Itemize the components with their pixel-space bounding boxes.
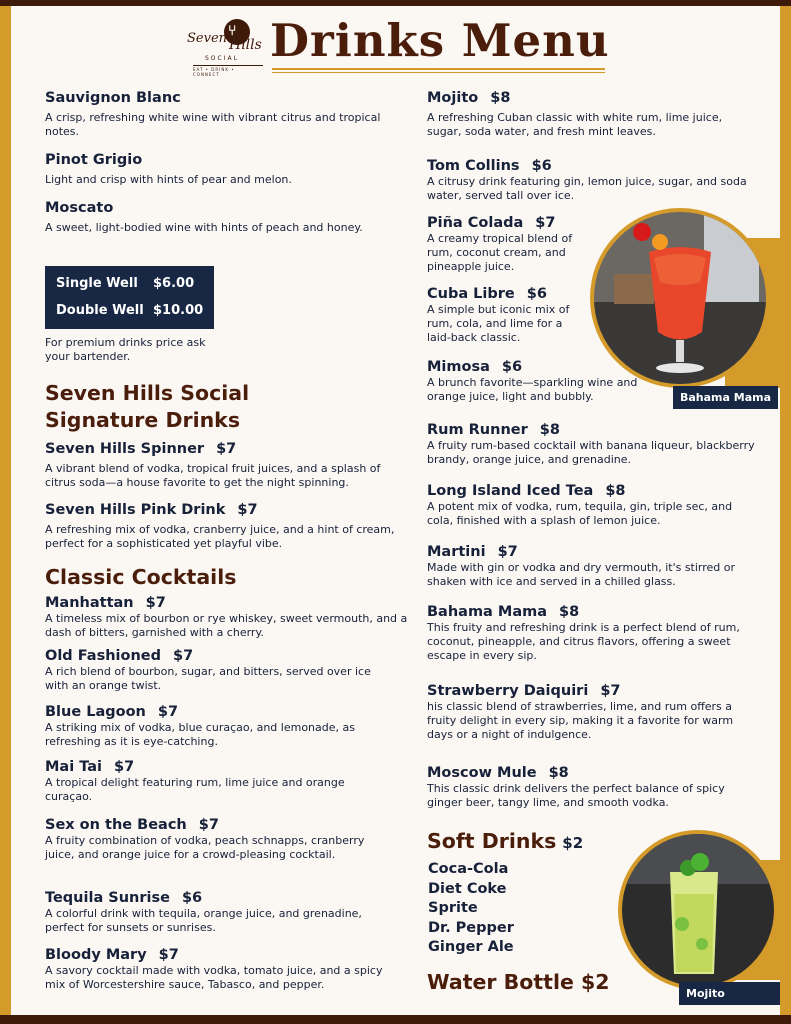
item-desc: A rich blend of bourbon, sugar, and bitters, served over ice with an orange twist. (45, 665, 371, 692)
item-price: $7 (145, 595, 166, 611)
soft-drink-item: Sprite (428, 900, 478, 917)
item-name: Old Fashioned (45, 648, 161, 664)
menu-item (45, 890, 400, 935)
signature-section-title: Seven Hills Social Signature Drinks (45, 381, 250, 432)
menu-item (45, 441, 405, 490)
classic-section-title: Classic Cocktails (45, 565, 237, 589)
menu-item (427, 215, 597, 274)
item-name: Rum Runner (427, 422, 528, 438)
item-name: Piña Colada (427, 215, 524, 231)
item-name-row (427, 158, 757, 174)
menu-item (427, 604, 762, 663)
item-desc: his classic blend of strawberries, lime, and rum offers a fruity delight in every sip, making it a favorite for warm days or a night of indulgence. (427, 700, 734, 741)
item-name: Tom Collins (427, 158, 520, 174)
item-desc: A creamy tropical blend of rum, coconut cream, and pineapple juice. (427, 232, 573, 273)
menu-item (427, 765, 762, 810)
menu-item (427, 286, 587, 345)
item-price: $7 (535, 215, 556, 231)
item-desc: A fruity rum-based cocktail with banana liqueur, blackberry brandy, orange juice, and grenadine. (427, 439, 755, 466)
logo-tagline: EAT • DRINK • CONNECT (193, 65, 263, 77)
bahama-mama-image (594, 212, 766, 384)
item-name-row (45, 648, 390, 664)
item-name-row (427, 286, 587, 302)
item-desc: A refreshing mix of vodka, cranberry juice, and a hint of cream, perfect for a sophisticated yet playful vibe. (45, 523, 395, 550)
item-price: $8 (490, 90, 511, 106)
soft-drinks-title (427, 829, 583, 853)
item-price: $7 (114, 759, 135, 775)
wine-item (45, 200, 365, 235)
wine-name: Sauvignon Blanc (45, 90, 181, 106)
mojito-image (622, 834, 774, 986)
item-price: $7 (198, 817, 219, 833)
item-name-row (427, 765, 762, 781)
soft-drink-item: Dr. Pepper (428, 919, 514, 936)
item-price: $6 (526, 286, 547, 302)
double-well-label: Double Well (56, 303, 144, 318)
item-price: $8 (559, 604, 580, 620)
soft-drinks-list (428, 860, 514, 958)
wine-name: Moscato (45, 200, 114, 216)
item-name: Strawberry Daiquiri (427, 683, 589, 699)
item-desc: A brunch favorite—sparkling wine and orange juice, light and bubbly. (427, 376, 638, 403)
item-name-row (427, 422, 757, 438)
menu-item (45, 502, 405, 551)
menu-item (427, 90, 757, 139)
logo-word-seven: Seven (187, 31, 228, 46)
item-price: $7 (237, 502, 258, 518)
item-name: Long Island Iced Tea (427, 483, 594, 499)
item-price: $6 (181, 890, 203, 906)
item-name-row (45, 947, 400, 963)
title-underline (272, 68, 605, 70)
double-well-price: $10.00 (153, 303, 204, 318)
item-price: $6 (531, 158, 552, 174)
item-name: Seven Hills Spinner (45, 441, 205, 457)
item-name-row (427, 604, 762, 620)
item-price: $7 (157, 704, 179, 720)
wine-name: Pinot Grigio (45, 152, 143, 168)
soft-drink-item: Diet Coke (428, 880, 507, 897)
item-name-row (45, 704, 375, 720)
item-desc: A fruity combination of vodka, peach schnapps, cranberry juice, and orange juice for a crowd-pleasing cocktail. (45, 834, 365, 861)
wine-desc: Light and crisp with hints of pear and melon. (45, 173, 292, 186)
item-name-row (45, 890, 400, 906)
logo-word-social: SOCIAL (205, 55, 239, 62)
item-desc: A simple but iconic mix of rum, cola, and lime for a laid-back classic. (427, 303, 570, 344)
item-name-row (427, 544, 762, 560)
item-name-row (45, 502, 405, 518)
item-price: $6 (501, 359, 523, 375)
single-well-price: $6.00 (153, 276, 195, 291)
item-name: Manhattan (45, 595, 134, 611)
menu-item (45, 817, 385, 862)
menu-item (45, 704, 375, 749)
item-desc: A timeless mix of bourbon or rye whiskey, sweet vermouth, and a dash of bitters, garnished with a cherry. (45, 612, 408, 639)
bahama-mama-photo (590, 208, 770, 388)
menu-item (45, 595, 410, 640)
item-desc: A citrusy drink featuring gin, lemon juice, sugar, and soda water, served tall over ice. (427, 175, 747, 202)
well-price-box (45, 266, 214, 329)
item-desc: A striking mix of vodka, blue curaçao, and lemonade, as refreshing as it is eye-catching. (45, 721, 355, 748)
soft-drink-item: Ginger Ale (428, 939, 514, 956)
item-desc: Made with gin or vodka and dry vermouth, it's stirred or shaken with ice and served in a chilled glass. (427, 561, 736, 588)
menu-item (45, 648, 390, 693)
item-desc: A colorful drink with tequila, orange juice, and grenadine, perfect for sunsets or sunrises. (45, 907, 362, 934)
item-name-row (427, 683, 762, 699)
item-name: Martini (427, 544, 486, 560)
item-name-row (45, 595, 410, 611)
menu-item (427, 544, 762, 589)
item-price: $8 (539, 422, 560, 438)
item-name: Bloody Mary (45, 947, 147, 963)
item-desc: A tropical delight featuring rum, lime juice and orange curaçao. (45, 776, 345, 803)
item-price: $7 (158, 947, 179, 963)
item-name: Seven Hills Pink Drink (45, 502, 226, 518)
wine-desc: A sweet, light-bodied wine with hints of peach and honey. (45, 221, 363, 234)
item-price: $7 (216, 441, 237, 457)
bahama-mama-caption: Bahama Mama (673, 386, 778, 409)
item-name-row (45, 817, 385, 833)
item-name: Moscow Mule (427, 765, 537, 781)
item-name: Mimosa (427, 359, 490, 375)
menu-item (427, 483, 757, 528)
item-name: Bahama Mama (427, 604, 547, 620)
item-name: Mojito (427, 90, 479, 106)
item-name-row (427, 90, 757, 106)
item-desc: This fruity and refreshing drink is a perfect blend of rum, coconut, pineapple, and citrus flavors, offering a sweet escape in every sip. (427, 621, 740, 662)
mojito-caption: Mojito (679, 982, 780, 1005)
soft-drinks-price: $2 (562, 834, 584, 852)
item-desc: A vibrant blend of vodka, tropical fruit juices, and a splash of citrus soda—a house favorite to get the night spinning. (45, 462, 381, 489)
item-name: Cuba Libre (427, 286, 515, 302)
single-well-label: Single Well (56, 276, 138, 291)
page-title: Drinks Menu (270, 14, 610, 67)
mojito-photo (618, 830, 778, 990)
wine-item (45, 90, 385, 139)
item-name: Sex on the Beach (45, 817, 187, 833)
item-name: Blue Lagoon (45, 704, 146, 720)
title-underline-thin (272, 72, 605, 73)
item-name-row (427, 483, 757, 499)
soft-drink-item: Coca-Cola (428, 861, 509, 877)
water-bottle-item: Water Bottle $2 (427, 970, 610, 994)
single-well-row (56, 276, 195, 291)
wine-item (45, 152, 385, 187)
seven-hills-logo (183, 17, 263, 75)
premium-note: For premium drinks price ask your bartender. (45, 336, 206, 363)
item-name-row (427, 215, 597, 231)
menu-item (427, 683, 762, 742)
item-desc: This classic drink delivers the perfect balance of spicy ginger beer, tangy lime, and smooth vodka. (427, 782, 725, 809)
menu-item (45, 947, 400, 992)
item-price: $7 (497, 544, 518, 560)
item-desc: A potent mix of vodka, rum, tequila, gin, triple sec, and cola, finished with a splash of lemon juice. (427, 500, 733, 527)
menu-item (45, 759, 345, 804)
menu-item (427, 158, 757, 203)
fork-knife-icon: ⑂ (228, 23, 237, 39)
item-name: Mai Tai (45, 759, 103, 775)
item-price: $7 (600, 683, 621, 699)
bottom-border (0, 1015, 791, 1024)
item-price: $7 (173, 648, 194, 664)
menu-item (427, 422, 757, 467)
item-price: $8 (548, 765, 569, 781)
logo-word-hills: Hills (229, 37, 262, 53)
item-name: Tequila Sunrise (45, 890, 170, 906)
item-desc: A savory cocktail made with vodka, tomato juice, and a spicy mix of Worcestershire sauce, Tabasco, and pepper. (45, 964, 383, 991)
item-desc: A refreshing Cuban classic with white rum, lime juice, sugar, soda water, and fresh mint leaves. (427, 111, 723, 138)
item-name-row (45, 441, 405, 457)
item-name-row (45, 759, 345, 775)
double-well-row (56, 303, 204, 318)
soft-drinks-label: Soft Drinks (427, 829, 557, 853)
item-price: $8 (605, 483, 626, 499)
wine-desc: A crisp, refreshing white wine with vibrant citrus and tropical notes. (45, 111, 381, 138)
